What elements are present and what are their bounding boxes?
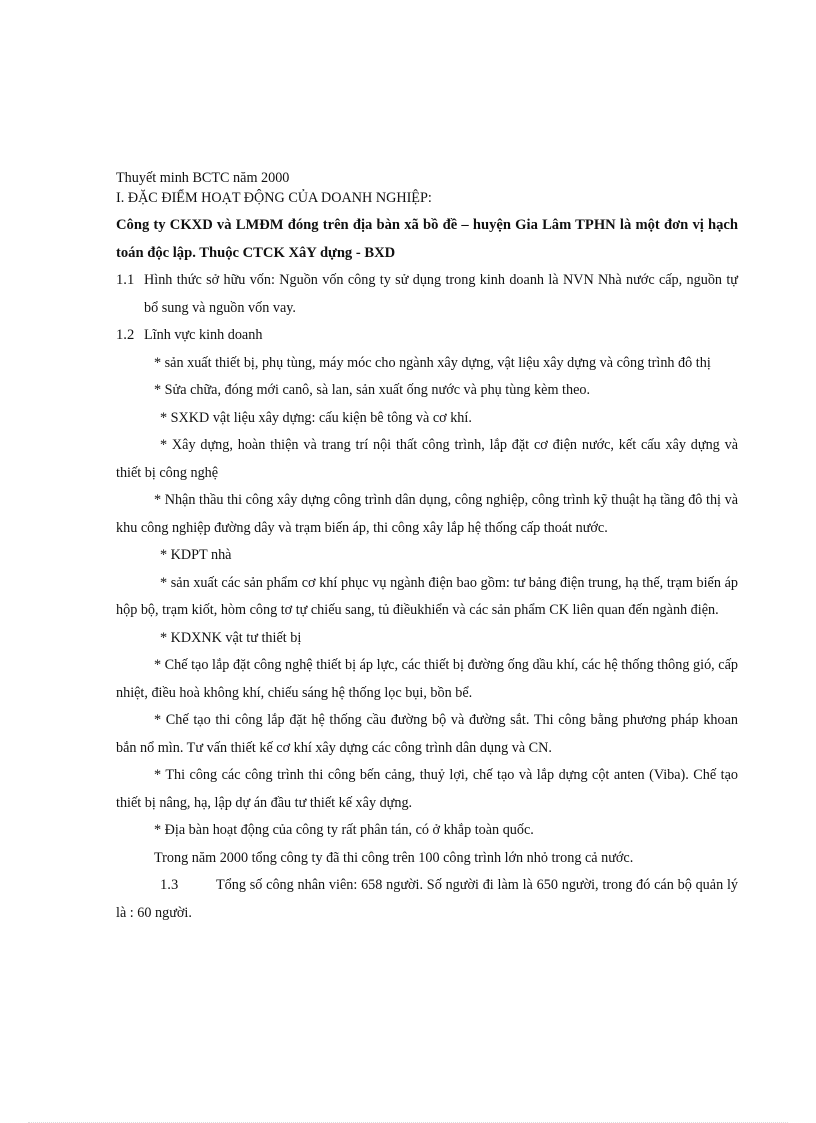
section-number: 1.1	[116, 272, 135, 288]
section-1-1	[116, 267, 738, 322]
section-text: Hình thức sở hữu vốn: Nguồn vốn công ty sử dụng trong kinh doanh là NVN Nhà nước cấp, nguồn tự bổ sung và nguồn vốn vay.	[144, 272, 738, 316]
list-item: * SXKD vật liệu xây dựng: cấu kiện bê tông và cơ khí.	[160, 409, 472, 426]
intro-paragraph: Công ty CKXD và LMĐM đóng trên địa bàn xã bồ đề – huyện Gia Lâm TPHN là một đơn vị hạch toán độc lập. Thuộc CTCK XâY dựng - BXD	[116, 217, 738, 261]
list-item: * KDXNK vật tư thiết bị	[160, 629, 302, 646]
list-item: * Sửa chữa, đóng mới canô, sà lan, sản xuất ống nước và phụ tùng kèm theo.	[154, 382, 591, 398]
section-1-3	[116, 872, 738, 927]
list-item: * Thi công các công trình thi công bến cảng, thuỷ lợi, chế tạo và lắp dựng cột anten (Viba). Chế tạo thiết bị nâng, hạ, lập dự án đầu tư thiết kế xây dựng.	[116, 767, 738, 811]
section-number: 1.3	[160, 877, 179, 893]
list-item: * sản xuất các sản phẩm cơ khí phục vụ ngành điện bao gồm: tư bảng điện trung, hạ thế, trạm biến áp hộp bộ, trạm kiốt, hòm công tơ tự chiếu sang, tủ điềukhiển và các sản phẩm CK liên quan đến ngành điện.	[116, 574, 738, 618]
section-1-2	[116, 322, 738, 350]
document-title: Thuyết minh BCTC năm 2000	[116, 170, 290, 186]
list-item: * sản xuất thiết bị, phụ tùng, máy móc cho ngành xây dựng, vật liệu xây dựng và công trình đô thị	[154, 354, 711, 371]
list-item: * Chế tạo thi công lắp đặt hệ thống cầu đường bộ và đường sắt. Thi công bằng phương pháp khoan bắn nổ mìn. Tư vấn thiết kế cơ khí xây dựng các công trình dân dụng và CN.	[116, 712, 738, 756]
section-heading: I. ĐẶC ĐIỂM HOẠT ĐỘNG CỦA DOANH NGHIỆP:	[116, 190, 432, 206]
list-item: * KDPT nhà	[160, 547, 232, 563]
list-item: * Chế tạo lắp đặt công nghệ thiết bị áp lực, các thiết bị đường ống dầu khí, các hệ thống thông gió, cấp nhiệt, điều hoà không khí, chiếu sáng hệ thống lọc bụi, bồn bể.	[116, 657, 738, 701]
section-number: 1.2	[116, 327, 135, 343]
section-text: Tổng số công nhân viên: 658 người. Số người đi làm là 650 người, trong đó cán bộ quản lý là : 60 người.	[116, 877, 738, 921]
list-item: * Địa bàn hoạt động của công ty rất phân tán, có ở khắp toàn quốc.	[154, 822, 534, 838]
document-page	[116, 168, 738, 927]
section-text: Lĩnh vực kinh doanh	[144, 327, 263, 343]
list-item: * Xây dựng, hoàn thiện và trang trí nội thất công trình, lắp đặt cơ điện nước, kết cấu xây dựng và thiết bị công nghệ	[116, 437, 738, 481]
summary-paragraph: Trong năm 2000 tổng công ty đã thi công trên 100 công trình lớn nhỏ trong cả nước.	[154, 849, 634, 866]
list-item: * Nhận thầu thi công xây dựng công trình dân dụng, công nghiệp, công trình kỹ thuật hạ tầng đô thị và khu công nghiệp đường dây và trạm biến áp, thi công xây lắp hệ thống cấp thoát nước.	[116, 492, 738, 536]
